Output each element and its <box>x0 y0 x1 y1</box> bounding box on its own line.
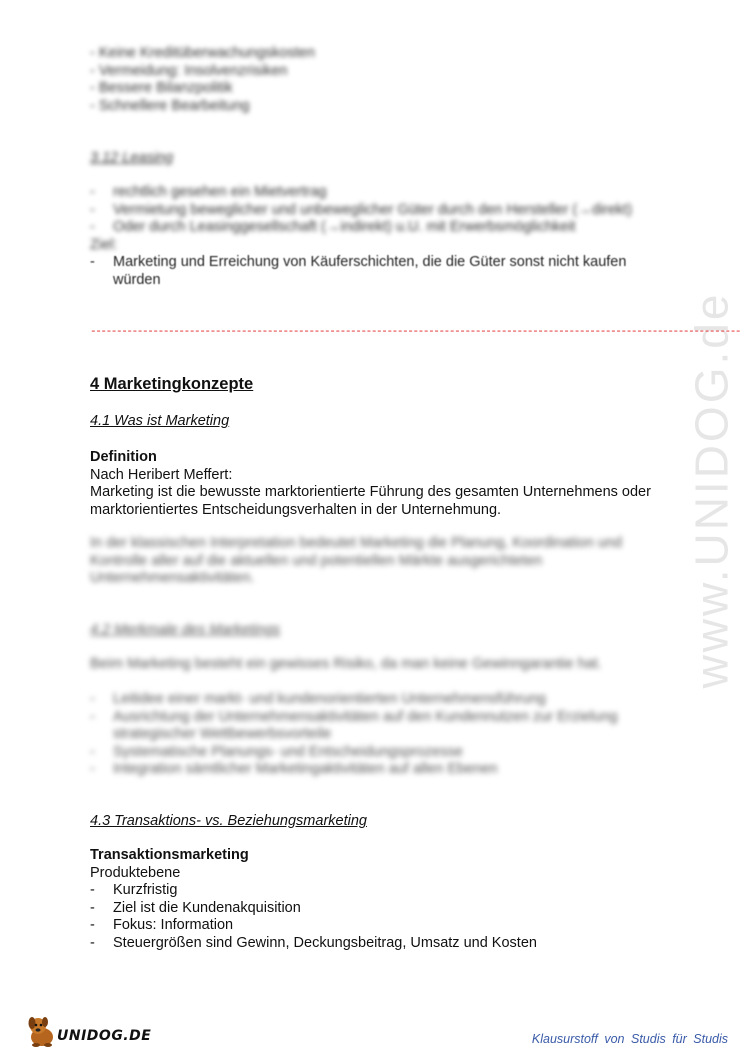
list-item: - rechtlich gesehen ein Mietvertrag <box>90 184 327 200</box>
list-item: - Bessere Bilanzpolitik <box>90 80 233 96</box>
list-item: - Keine Kreditüberwachungskosten <box>90 45 315 61</box>
ziel-label: Ziel: <box>90 236 118 253</box>
paragraph-line: Kontrolle aller auf die aktuellen und potentiellen Märkte ausgerichteten <box>90 552 543 569</box>
chapter-title: 4 Marketingkonzepte <box>90 375 254 393</box>
logo-text: UNIDOG.DE <box>57 1028 152 1044</box>
risk-text: Beim Marketing besteht ein gewisses Risiko, da man keine Gewinngarantie hat. <box>90 656 602 672</box>
list-item: - Integration sämtlicher Marketingaktivitäten auf allen Ebenen <box>90 761 498 777</box>
transaktions-block <box>90 847 690 952</box>
list-item: - Leitidee einer markt- und kundenorientierten Unternehmensführung <box>90 691 546 707</box>
list-item: - Steuergrößen sind Gewinn, Deckungsbeitrag, Umsatz und Kosten <box>90 934 537 951</box>
list-item: - Kurzfristig <box>90 882 178 898</box>
list-item: - Schnellere Bearbeitung <box>90 97 250 114</box>
definition-block <box>90 449 690 519</box>
features-list <box>90 691 670 779</box>
list-item: - Vermietung beweglicher und unbeweglicher Güter durch den Hersteller (→direkt) <box>90 201 633 218</box>
transaktions-sub: Produktebene <box>90 864 181 881</box>
paragraph-line: Unternehmensaktivitäten. <box>90 570 255 586</box>
list-item: - Ziel ist die Kundenakquisition <box>90 899 301 916</box>
list-item: - Fokus: Information <box>90 917 234 933</box>
definition-label: Definition <box>90 449 157 465</box>
list-item: - Systematische Planungs- und Entscheidungsprozesse <box>90 743 463 760</box>
definition-source: Nach Heribert Meffert: <box>90 466 233 483</box>
leasing-list <box>90 184 670 254</box>
watermark: www.UNIDOG.de <box>685 291 738 689</box>
list-item: - Ausrichtung der Unternehmensaktivitäten auf den Kundennutzen zur Erzielung <box>90 708 618 725</box>
list-item-continuation: strategischer Wettbewerbsvorteile <box>113 726 332 742</box>
definition-text: Marketing ist die bewusste marktorientierte Führung des gesamten Unternehmens oder <box>90 484 651 500</box>
ziel-item: - Marketing und Erreichung von Käuferschichten, die die Güter sonst nicht kaufen würden <box>90 254 627 288</box>
list-item: - Vermeidung: Insolvenzrisiken <box>90 62 288 79</box>
transaktions-label: Transaktionsmarketing <box>90 847 249 863</box>
section-separator: ----------------------------------------------------------------------------------------------------------------------------- <box>90 326 741 338</box>
list-item: - Oder durch Leasinggesellschaft (→indirekt) u.U. mit Erwerbsmöglichkeit <box>90 219 576 235</box>
leasing-heading: 3.12 Leasing <box>90 150 174 166</box>
section-heading-4-2: 4.2 Merkmale des Marketings <box>90 622 281 638</box>
top-list <box>90 45 315 115</box>
section-heading-4-1: 4.1 Was ist Marketing <box>90 413 230 429</box>
footer-note: Klausurstoff von Studis für Studis <box>531 1032 728 1046</box>
paragraph-line: In der klassischen Interpretation bedeutet Marketing die Planung, Koordination und <box>90 535 623 551</box>
classic-paragraph <box>90 535 622 588</box>
section-heading-4-3: 4.3 Transaktions- vs. Beziehungsmarketing <box>90 813 367 829</box>
definition-text: marktorientiertes Entscheidungsverhalten in der Unternehmung. <box>90 501 502 518</box>
unidog-logo <box>24 1013 154 1049</box>
